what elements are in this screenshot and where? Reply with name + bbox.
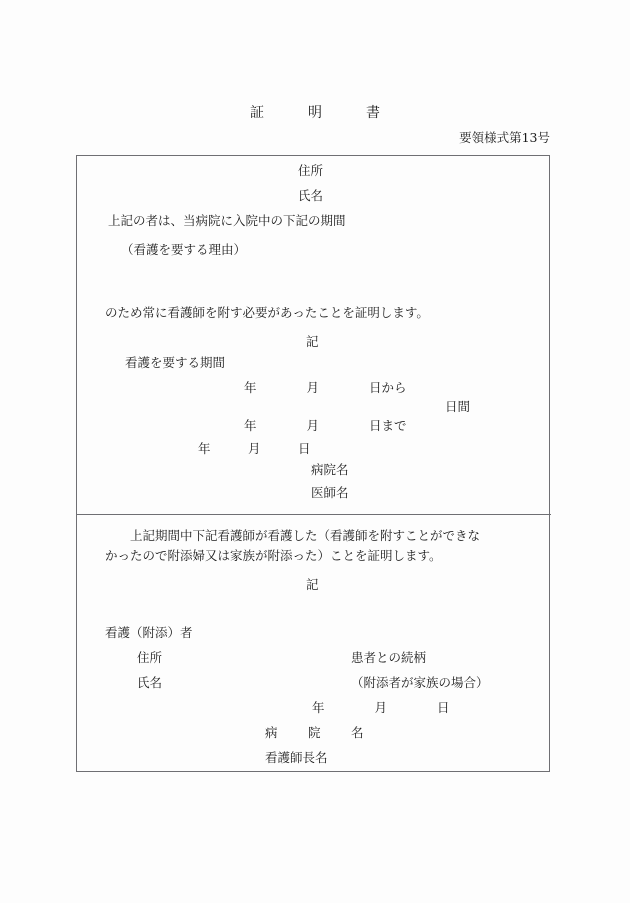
lower-hospital-name-field[interactable]: 病 院 名 bbox=[265, 725, 373, 740]
caregiver-section-label: 看護（附添）者 bbox=[105, 625, 193, 640]
ki-mark-lower: 記 bbox=[306, 577, 319, 592]
days-count-field[interactable]: 日間 bbox=[445, 399, 471, 414]
page-title-char-1: 証 bbox=[250, 105, 264, 121]
head-nurse-name-field[interactable]: 看護師長名 bbox=[265, 750, 328, 765]
caregiver-name-label: 氏名 bbox=[137, 675, 163, 690]
page-title-char-2: 明 bbox=[308, 105, 322, 121]
patient-name-label: 氏名 bbox=[298, 188, 324, 203]
ki-mark-upper: 記 bbox=[306, 334, 319, 349]
certificate-frame bbox=[76, 155, 550, 772]
patient-address-label: 住所 bbox=[298, 163, 324, 178]
admission-statement: 上記の者は、当病院に入院中の下記の期間 bbox=[108, 213, 346, 228]
page-title bbox=[0, 102, 630, 122]
form-number: 要領様式第13号 bbox=[459, 130, 550, 145]
nursing-reason-label: （看護を要する理由） bbox=[121, 242, 247, 257]
period-to-field[interactable]: 年 月 日まで bbox=[244, 418, 407, 433]
caregiver-address-label: 住所 bbox=[137, 650, 163, 665]
attendance-statement-line1: 上記期間中下記看護師が看護した（看護師を附すことができな bbox=[105, 528, 481, 543]
relation-note: （附添者が家族の場合） bbox=[351, 675, 489, 690]
attendance-statement-line2: かったので附添婦又は家族が附添った）ことを証明します。 bbox=[105, 548, 442, 563]
lower-issue-date-field[interactable]: 年 月 日 bbox=[312, 700, 450, 715]
hospital-name-field[interactable]: 病院名 bbox=[311, 462, 349, 477]
patient-relation-label: 患者との続柄 bbox=[351, 650, 427, 665]
doctor-name-field[interactable]: 医師名 bbox=[311, 485, 349, 500]
nursing-certify-statement: のため常に看護師を附す必要があったことを証明します。 bbox=[105, 305, 429, 320]
period-from-field[interactable]: 年 月 日から bbox=[244, 380, 407, 395]
upper-issue-date-field[interactable]: 年 月 日 bbox=[198, 441, 311, 456]
section-divider bbox=[77, 514, 551, 515]
page-title-char-3: 書 bbox=[366, 105, 380, 121]
nursing-period-label: 看護を要する期間 bbox=[125, 355, 226, 370]
